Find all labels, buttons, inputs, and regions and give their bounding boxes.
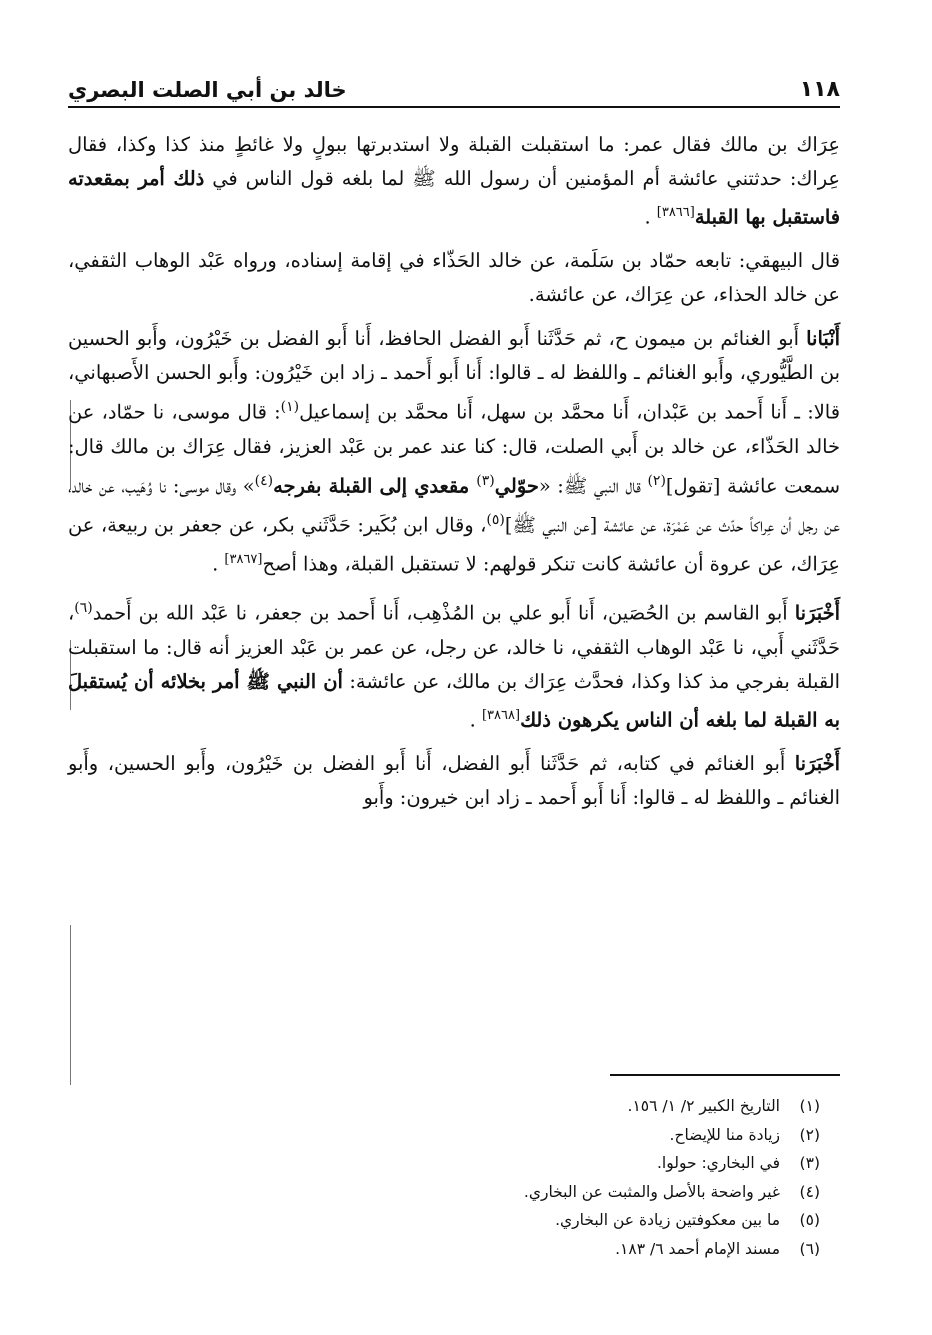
- running-title: خالد بن أبي الصلت البصري: [68, 78, 347, 102]
- text-run: ، حَدَّثَني أَبي، نا عَبْد الوهاب الثقفي، نا خالد، عن رجل، عن عمر بن عَبْد العزيز أنه قال: ما استقبلت القبلة بفرجي مذ كذا وكذا، فحدَّث عِرَاك بن مالك، عن عائشة:: [68, 601, 840, 693]
- footnote-number: (٦): [799, 1239, 820, 1258]
- text-run: أَبو الغنائم في كتابه، ثم حَدَّثَنا أَبو الفضل، أَنا أَبو الفضل بن خَيْرُون، وأَبو الحسين، وأَبو الغنائم ـ واللفظ له ـ قالوا: أَنا أَبو أَحمد ـ زاد ابن خيرون: وأَبو: [68, 752, 840, 810]
- footnote-item: [300, 1178, 820, 1207]
- footnote-text: في البخاري: حولوا.: [656, 1154, 780, 1173]
- paragraph: [68, 244, 840, 312]
- text-run: ، وقال ابن بُكَير: حَدَّثَني بكر، عن جعفر بن ربيعة، عن عِرَاك، عن عروة أن عائشة كانت تنكر قولهم: لا تستقبل القبلة، وهذا أصح: [68, 513, 840, 576]
- text-run: قال البيهقي: تابعه حمّاد بن سَلَمة، عن خالد الحَذّاء في إقامة إسناده، ورواه عَبْد الوهاب الثقفي، عن خالد الحذاء، عن عِرَاك، عن عائشة.: [68, 249, 840, 307]
- text-run: .: [212, 552, 225, 576]
- paragraph: [68, 128, 840, 234]
- text-run: : قال موسى، نا حمّاد، عن خالد الحَذّاء، عن خالد بن أَبي الصلت، قال: كنا عند عمر بن عَبْد العزيز، فقال عِرَاك بن مالك قال: سمعت عائشة [تقول]: [68, 400, 840, 498]
- running-header: [68, 62, 840, 108]
- text-run: » وقال موسى: نا وُهَيب، عن خالد، عن رجل أن عِراكاً حدّث عن عَمْرَة، عن عائشة [عن النبي ﷺ]: [68, 474, 840, 537]
- text-run: عِرَاك بن مالك فقال عمر: ما استقبلت القبلة ولا استدبرتها ببولٍ ولا غائطٍ منذ كذا وكذا، فقال عِراك: حدثتني عائشة أم المؤمنين أن رسول الله ﷺ لما بلغه قول الناس في: [68, 133, 840, 190]
- bold-text: أن النبي ﷺ أمر بخلائه أن يُستقبلَ به القبلة لما بلغه أن الناس يكرهون ذلك: [68, 669, 840, 732]
- footnote-text: مسند الإمام أحمد ٦/ ١٨٣.: [615, 1239, 780, 1258]
- footnote-item: [300, 1092, 820, 1121]
- page-number: ١١٨: [799, 77, 840, 102]
- paragraph: [68, 747, 840, 815]
- footnote-number: (٤): [799, 1182, 820, 1201]
- footnote-marker: (٢): [647, 472, 666, 489]
- footnote-text: زيادة منا للإيضاح.: [669, 1125, 780, 1144]
- scan-edge-line: [70, 925, 71, 1085]
- footnote-item: [300, 1206, 820, 1235]
- footnote-text: التاريخ الكبير ٢/ ١/ ١٥٦.: [627, 1097, 780, 1115]
- footnote-item: [300, 1235, 820, 1264]
- main-text: [68, 128, 840, 825]
- footnote-marker: (٥): [486, 512, 505, 529]
- bold-text: حوّلي: [494, 474, 539, 498]
- footnote-marker: (١): [280, 399, 300, 416]
- footnotes: [300, 1092, 820, 1264]
- footnote-number: (١): [799, 1097, 820, 1115]
- text-run: .: [469, 708, 482, 732]
- bold-text: ذلك أمر بمقعدته فاستقبل بها القبلة: [68, 167, 840, 229]
- text-run: .: [644, 205, 657, 229]
- hadith-number: [٣٨٦٨]: [481, 707, 521, 723]
- footnote-number: (٣): [799, 1154, 820, 1173]
- footnote-item: [300, 1149, 820, 1178]
- chain-lead-word: أَنْبَانا: [806, 327, 840, 351]
- footnote-number: (٥): [799, 1211, 820, 1230]
- paragraph: [68, 322, 840, 581]
- footnote-marker: (٣): [476, 472, 495, 489]
- chain-lead-word: أَخْبَرَنا: [794, 752, 840, 776]
- footnote-marker: (٤): [254, 472, 274, 489]
- footnote-text: غير واضحة بالأصل والمثبت عن البخاري.: [523, 1182, 780, 1201]
- hadith-number: [٣٨٦٦]: [656, 205, 695, 220]
- footnote-divider: [610, 1074, 840, 1076]
- hadith-number: [٣٨٦٧]: [224, 551, 263, 567]
- paragraph: [68, 591, 840, 737]
- footnote-text: ما بين معكوفتين زيادة عن البخاري.: [555, 1211, 780, 1230]
- bold-text: مقعدي إلى القبلة بفرجه: [273, 474, 477, 498]
- text-run: أَبو القاسم بن الحُصَين، أَنا أَبو علي بن المُذْهِب، أَنا أَحمد بن جعفر، نا عَبْد الله بن أَحمد: [92, 601, 795, 625]
- text-run: أَبو الغنائم بن ميمون ح، ثم حَدَّثَنا أَبو الفضل الحافظ، أَنا أَبو الفضل بن خَيْرُون، وأَبو الحسين بن الطَّيُّوري، وأَبو الغنائم ـ واللفظ له ـ قالوا: أَنا أَبو أَحمد ـ زاد ابن خَيْرُون: وأَبو الحسن الأَصبهاني، قالا: ـ أَنا أَحمد بن عَبْدان، أَنا محمَّد بن سهل، أَنا محمَّد بن إسماعيل: [68, 327, 840, 424]
- footnote-number: (٢): [799, 1125, 820, 1144]
- footnote-marker: (٦): [74, 600, 93, 617]
- text-run: قال النبي ﷺ: «: [538, 474, 648, 498]
- footnote-item: [300, 1121, 820, 1150]
- chain-lead-word: أَخْبَرَنا: [794, 601, 840, 625]
